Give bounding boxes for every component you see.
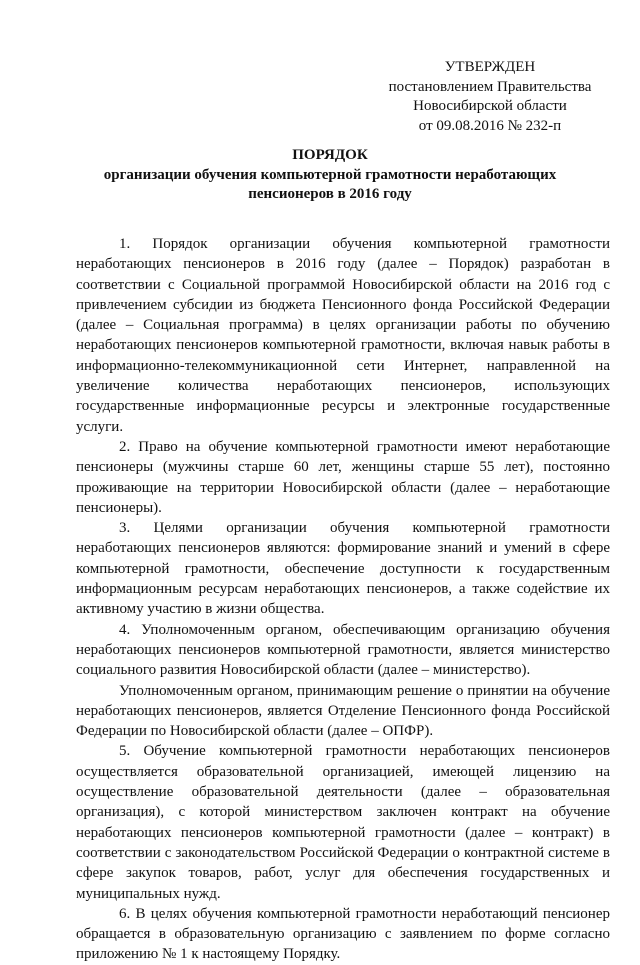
- document-title: [60, 146, 600, 205]
- approval-region: Новосибирской области: [413, 98, 567, 114]
- paragraph-2: 2. Право на обучение компьютерной грамотности имеют неработающие пенсионеры (мужчины старше 60 лет, женщины старше 55 лет), постоянно проживающие на территории Новосибирской области (далее – неработающие пенсионеры).: [76, 438, 610, 516]
- title-subject-line-1: организации обучения компьютерной грамотности неработающих: [103, 166, 557, 183]
- paragraph-3: 3. Целями организации обучения компьютерной грамотности неработающих пенсионеров являются: формирование знаний и умений в сфере компьютерной грамотности, обеспечение доступности к государственным информационным ресурсам неработающих пенсионеров, а также содействие их активному участию в жизни общества.: [76, 520, 610, 618]
- title-subject-line-2: пенсионеров в 2016 году: [248, 186, 412, 202]
- paragraph-5: 5. Обучение компьютерной грамотности неработающих пенсионеров осуществляется образовательной организацией, имеющей лицензию на осуществление образовательной деятельности (далее – образовательная организация), с которой министерством заключен контракт на обучение неработающих пенсионеров компьютерной грамотности (далее – контракт) в соответствии с законодательством Российской Федерации о контрактной системе в сфере закупок товаров, работ, услуг для обеспечения государственных и муниципальных нужд.: [76, 743, 610, 902]
- title-heading: ПОРЯДОК: [292, 147, 368, 163]
- approval-date-number: от 09.08.2016 № 232-п: [418, 117, 562, 134]
- paragraph-4-continued: Уполномоченным органом, принимающим решение о принятии на обучение неработающих пенсионеров, является Отделение Пенсионного фонда Российской Федерации по Новосибирской области (далее – ОПФР).: [76, 682, 610, 740]
- paragraph-6: 6. В целях обучения компьютерной грамотности неработающий пенсионер обращается в образовательную организацию с заявлением по форме согласно приложению № 1 к настоящему Порядку.: [76, 905, 610, 963]
- document-body: [76, 234, 610, 965]
- paragraph-1: 1. Порядок организации обучения компьютерной грамотности неработающих пенсионеров в 2016 году (далее – Порядок) разработан в соответствии с Социальной программой Новосибирской области на 2016 год с привлечением субсидии из бюджета Пенсионного фонда Российской Федерации (далее – Социальная программа) в целях организации работы по обучению неработающих пенсионеров компьютерной грамотности, включая навык работы в информационно-телекоммуникационной сети Интернет, направленной на увеличение количества неработающих пенсионеров, использующих государственные информационные ресурсы и электронные государственные услуги.: [76, 236, 610, 435]
- paragraph-4: 4. Уполномоченным органом, обеспечивающим организацию обучения неработающих пенсионеров компьютерной грамотности, является министерство социального развития Новосибирской области (далее – министерство).: [76, 621, 610, 679]
- approval-block: [380, 58, 600, 136]
- approval-heading: УТВЕРЖДЕН: [444, 59, 536, 75]
- approval-issuer: постановлением Правительства: [388, 78, 592, 95]
